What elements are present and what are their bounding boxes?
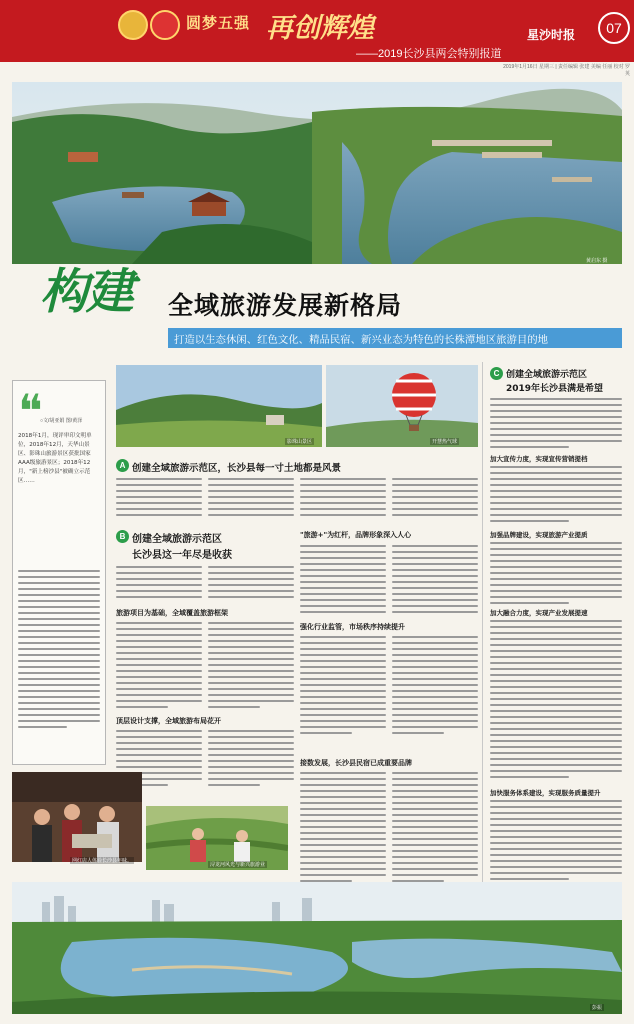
section-b-title-line2: 长沙县这一年尽是收获	[132, 550, 232, 561]
section-b-badge: B	[116, 530, 129, 543]
subhead-regulation-body-col1	[300, 636, 386, 738]
headline-emphasis: 构建	[40, 264, 133, 320]
section-a-badge: A	[116, 459, 129, 472]
party-emblem-icon	[118, 10, 148, 40]
section-a-body-col4	[392, 478, 478, 520]
headline-deck: 打造以生态休闲、红色文化、精品民宿、新兴业态为特色的长株潭地区旅游目的地	[174, 334, 549, 346]
section-b-intro-col2	[208, 566, 294, 602]
section-c-title-line2: 2019年长沙县满是希望	[506, 384, 604, 394]
slogan-big: 再创辉煌	[266, 13, 374, 44]
masthead-subtitle: ——2019长沙县两会特别报道	[356, 48, 502, 60]
dateline: 2019年1月16日 星期三 | 责任编辑 张建 美编 任丽 校对 罗英	[503, 64, 630, 77]
subhead-tourism-plus-body-col2	[392, 545, 478, 617]
right-subhead-service-body	[490, 800, 622, 884]
subhead-homestay-body-col1	[300, 772, 386, 886]
right-subhead-publicity-body	[490, 466, 622, 526]
right-subhead-branding: 加强品牌建设，实现旅游产业提质	[490, 531, 588, 539]
right-subhead-integration-body	[490, 620, 622, 782]
subhead-tourism-plus: "旅游+"为红杆，品牌形象深入人心	[300, 531, 412, 539]
bottom-photo-credit: 彭振	[592, 1005, 603, 1011]
section-a-title: 创建全域旅游示范区，长沙县每一寸土地都是风景	[132, 463, 342, 474]
slogan-small: 圆梦五强	[186, 14, 251, 32]
column-divider	[482, 362, 483, 882]
section-b-intro-col1	[116, 566, 202, 602]
subhead-projects-body-col2	[208, 622, 294, 712]
balloon-photo-caption: 开慧热气球	[432, 439, 458, 445]
new-year-photo-caption: 网红店人体验长沙县年味。	[72, 858, 133, 864]
section-a-body-col1	[116, 478, 202, 520]
quote-mark-icon: ❝	[18, 384, 43, 438]
masthead-banner	[0, 0, 634, 62]
intro-body-text	[18, 570, 100, 732]
right-subhead-publicity: 加大宣传力度，实现宣传营销提档	[490, 455, 588, 463]
subhead-homestay-body-col2	[392, 772, 478, 886]
subhead-top-design: 顶层设计支撑，全域旅游布局花开	[116, 717, 221, 725]
tea-garden-photo-caption: 浔龙河风光与新兴旅游业	[210, 862, 266, 868]
subhead-regulation: 强化行业监管，市场秩序持续提升	[300, 623, 405, 631]
right-subhead-service: 加快服务体系建设，实现服务质量提升	[490, 789, 601, 797]
subhead-projects-body-col1	[116, 622, 202, 712]
new-year-custom-photo	[12, 772, 142, 862]
right-subhead-integration: 加大融合力度，实现产业发展提速	[490, 609, 588, 617]
section-b-title-line1: 创建全域旅游示范区	[132, 534, 222, 545]
subhead-tourism-plus-body-col1	[300, 545, 386, 617]
subhead-regulation-body-col2	[392, 636, 478, 738]
section-c-title-line1: 创建全域旅游示范区	[506, 370, 588, 380]
byline: ○文/胡亚娟 图/黄泽	[40, 418, 83, 424]
yingzhu-mountain-photo	[116, 365, 322, 447]
section-a-body-col3	[300, 478, 386, 520]
headline-main: 全域旅游发展新格局	[168, 291, 403, 320]
bottom-panorama-photo	[12, 882, 622, 1014]
hot-air-balloon-photo	[326, 365, 478, 447]
subhead-top-design-body-col2	[208, 730, 294, 790]
subhead-projects: 旅游项目为基础，全域覆盖旅游框架	[116, 609, 228, 617]
yingzhu-photo-caption: 影珠山景区	[287, 439, 313, 445]
section-c-intro	[490, 398, 622, 452]
subhead-homestay: 接数发展，长沙县民宿已成重要品牌	[300, 759, 412, 767]
newspaper-brand: 星沙时报	[527, 28, 576, 42]
right-subhead-branding-body	[490, 542, 622, 608]
intro-opening: 2018年1月，现评审印文明单位，2018年12月，天华山景区、影珠山旅游景区获批国家AAA级旅游景区；2018年12月，"新上榜沙县"被确立示范区……	[18, 433, 92, 484]
congress-emblem-icon	[150, 10, 180, 40]
section-a-body-col2	[208, 478, 294, 520]
page-number: 07	[598, 12, 630, 44]
hero-landscape-photo	[12, 82, 622, 264]
section-c-badge: C	[490, 367, 503, 380]
hero-photo-credit: 黄启东 摄	[586, 258, 608, 264]
